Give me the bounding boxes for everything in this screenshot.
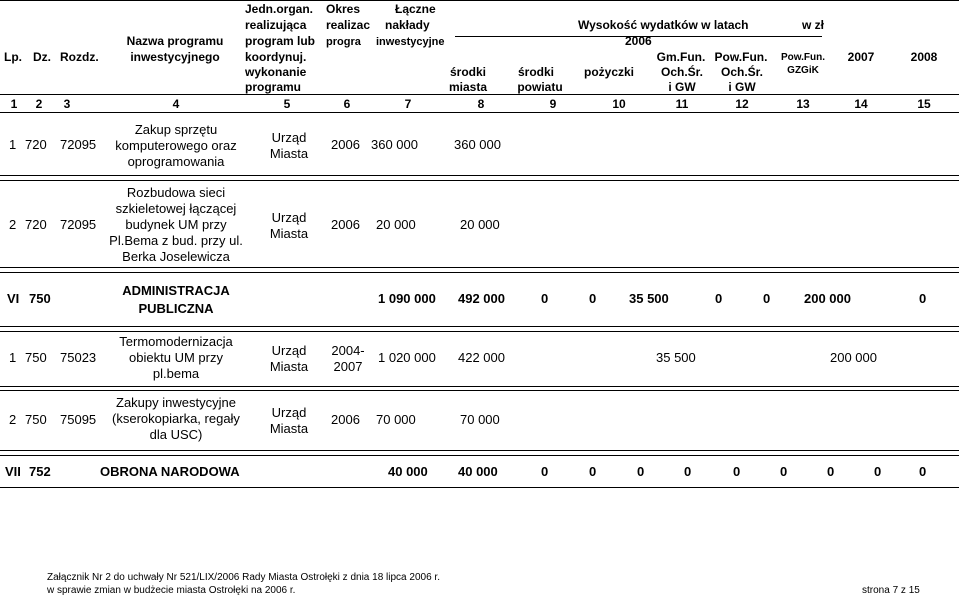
header-rozdz: Rozdz. (60, 50, 99, 64)
header-year-2007: 2007 (847, 50, 875, 64)
row-pozyczki: 0 (589, 291, 597, 306)
header-gmfun-line3: i GW (668, 80, 696, 94)
row-gm: 35 500 (656, 350, 696, 365)
column-number-11: 11 (675, 97, 689, 111)
row-pozyczki: 0 (589, 464, 597, 479)
row-dz: 750 (29, 291, 51, 306)
header-nazwa-line2: inwestycyjnego (130, 50, 220, 64)
row-total: 1 020 000 (378, 350, 436, 365)
row-dz: 720 (25, 217, 47, 232)
header-srodki-powiatu-line2: powiatu (517, 80, 563, 94)
row-gm: 0 (637, 464, 645, 479)
row-period: 2004-2007 (331, 343, 365, 374)
header-pozyczki: pożyczki (583, 65, 635, 79)
header-nazwa-line1: Nazwa programu (126, 34, 224, 48)
header-gmfun-line1: Gm.Fun. (656, 50, 706, 64)
row-name: Zakupy inwestycyjne (kserokopiarka, regały dla USC) (112, 395, 240, 442)
header-powfun-line3: i GW (728, 80, 756, 94)
row-dz: 720 (25, 137, 47, 152)
footer-line2: w sprawie zmian w budżecie miasta Ostrołęki na 2006 r. (47, 585, 296, 596)
header-laczne-line1: Łączne (395, 2, 436, 16)
rule-row-5-bottom (0, 450, 959, 451)
header-year-2006: 2006 (625, 34, 652, 48)
row-period: 2006 (331, 412, 360, 427)
header-jednostka-line1: Jedn.organ. (245, 2, 314, 16)
row-miasta: 20 000 (460, 217, 500, 232)
header-lp: Lp. (4, 50, 22, 64)
row-rozdz: 72095 (60, 217, 97, 232)
header-srodki-miasta-line1: środki (449, 65, 487, 79)
column-number-14: 14 (854, 97, 868, 111)
footer-line1: Załącznik Nr 2 do uchwały Nr 521/LIX/2006 Rady Miasta Ostrołęki z dnia 18 lipca 2006 r. (47, 572, 440, 583)
header-laczne-line3: inwestycyjne (376, 36, 445, 48)
rule-row-3-bottom (0, 326, 959, 327)
row-rozdz: 75095 (60, 412, 97, 427)
header-wzl: w zł (802, 18, 825, 32)
row-dz: 752 (29, 464, 51, 479)
header-year-2008: 2008 (910, 50, 938, 64)
header-laczne-line2: nakłady (385, 18, 430, 32)
column-number-9: 9 (549, 97, 557, 111)
row-lp: 1 (9, 137, 17, 152)
row-pow2: 0 (763, 291, 771, 306)
row-miasta: 422 000 (458, 350, 505, 365)
header-okres-line2: realizac (326, 18, 371, 32)
row-lp: 2 (9, 412, 17, 427)
header-okres-line1: Okres (326, 2, 361, 16)
row-unit: Urząd Miasta (269, 343, 309, 374)
column-number-1: 1 (10, 97, 18, 111)
rule-row-3-top (0, 272, 959, 273)
row-dz: 750 (25, 350, 47, 365)
rule-row-1-bottom (0, 175, 959, 176)
header-srodki-powiatu-line1: środki (517, 65, 555, 79)
rule-row-4-bottom (0, 386, 959, 387)
column-number-2: 2 (35, 97, 43, 111)
row-y2007: 200 000 (804, 291, 851, 306)
row-gm: 35 500 (629, 291, 669, 306)
row-pow: 0 (684, 464, 692, 479)
row-miasta: 70 000 (460, 412, 500, 427)
row-period: 2006 (331, 217, 360, 232)
rule-row-4-top (0, 331, 959, 332)
row-lp: 2 (9, 217, 17, 232)
row-lp: VI (7, 291, 20, 306)
row-name: OBRONA NARODOWA (100, 464, 240, 479)
row-extra-zero: 0 (919, 464, 927, 479)
row-pow: 0 (715, 291, 723, 306)
row-unit: Urząd Miasta (269, 405, 309, 436)
row-name: Zakup sprzętu komputerowego oraz oprogramowania (115, 122, 237, 169)
row-unit: Urząd Miasta (269, 210, 309, 241)
rule-row-6-bottom (0, 487, 959, 488)
row-period: 2006 (331, 137, 360, 152)
header-jednostka-line5: wykonanie (245, 65, 307, 79)
row-miasta: 360 000 (454, 137, 501, 152)
row-extra-zero: 0 (874, 464, 882, 479)
row-rozdz: 72095 (60, 137, 97, 152)
column-number-6: 6 (343, 97, 351, 111)
row-y2008: 0 (827, 464, 835, 479)
column-number-15: 15 (917, 97, 931, 111)
row-miasta: 40 000 (458, 464, 498, 479)
column-number-8: 8 (477, 97, 485, 111)
row-name: Rozbudowa sieci szkieletowej łączącej budynek UM przy Pl.Bema z bud. przy ul. Berka Joselewicza (109, 185, 243, 264)
header-gmfun-line2: Och.Śr. (660, 65, 704, 79)
row-total: 70 000 (376, 412, 416, 427)
header-powfun2-line1: Pow.Fun. (780, 52, 826, 63)
row-total: 40 000 (388, 464, 428, 479)
header-dz: Dz. (33, 50, 51, 64)
header-okres-line3: progra (326, 36, 361, 48)
header-powfun2-line2: GZGiK (787, 65, 819, 76)
column-number-10: 10 (612, 97, 626, 111)
row-total: 1 090 000 (378, 291, 436, 306)
column-number-3: 3 (63, 97, 71, 111)
rule-column-numbers-bottom (0, 112, 959, 113)
rule-row-5-top (0, 390, 959, 391)
header-powfun-line1: Pow.Fun. (714, 50, 768, 64)
row-powiatu: 0 (541, 291, 549, 306)
rule-row-2-top (0, 180, 959, 181)
header-srodki-miasta-line2: miasta (448, 80, 488, 94)
rule-row-2-bottom (0, 267, 959, 268)
header-jednostka-line3: program lub (245, 34, 316, 48)
column-number-12: 12 (735, 97, 749, 111)
row-total: 20 000 (376, 217, 416, 232)
row-name: Termomodernizacja obiektu UM przy pl.bema (119, 334, 233, 381)
row-y2008: 0 (919, 291, 927, 306)
header-jednostka-line6: programu (245, 80, 302, 94)
rule-row-6-top (0, 455, 959, 456)
row-dz: 750 (25, 412, 47, 427)
row-rozdz: 75023 (60, 350, 97, 365)
column-number-4: 4 (172, 97, 180, 111)
column-number-5: 5 (283, 97, 291, 111)
row-y2007: 0 (780, 464, 788, 479)
rule-header-top (0, 0, 959, 1)
row-name: ADMINISTRACJA PUBLICZNA (122, 283, 230, 316)
column-number-13: 13 (796, 97, 810, 111)
row-total: 360 000 (371, 137, 418, 152)
row-unit: Urząd Miasta (269, 130, 309, 161)
row-lp: VII (5, 464, 21, 479)
header-powfun-line2: Och.Śr. (720, 65, 764, 79)
row-y2007: 200 000 (830, 350, 877, 365)
header-jednostka-line2: realizująca (245, 18, 307, 32)
rule-column-numbers-top (0, 94, 959, 95)
row-lp: 1 (9, 350, 17, 365)
footer-page-number: strona 7 z 15 (862, 585, 920, 596)
row-miasta: 492 000 (458, 291, 505, 306)
header-jednostka-line4: koordynuj. (245, 50, 307, 64)
column-number-7: 7 (404, 97, 412, 111)
row-powiatu: 0 (541, 464, 549, 479)
header-wysokosc: Wysokość wydatków w latach (578, 18, 749, 32)
row-pow2: 0 (733, 464, 741, 479)
